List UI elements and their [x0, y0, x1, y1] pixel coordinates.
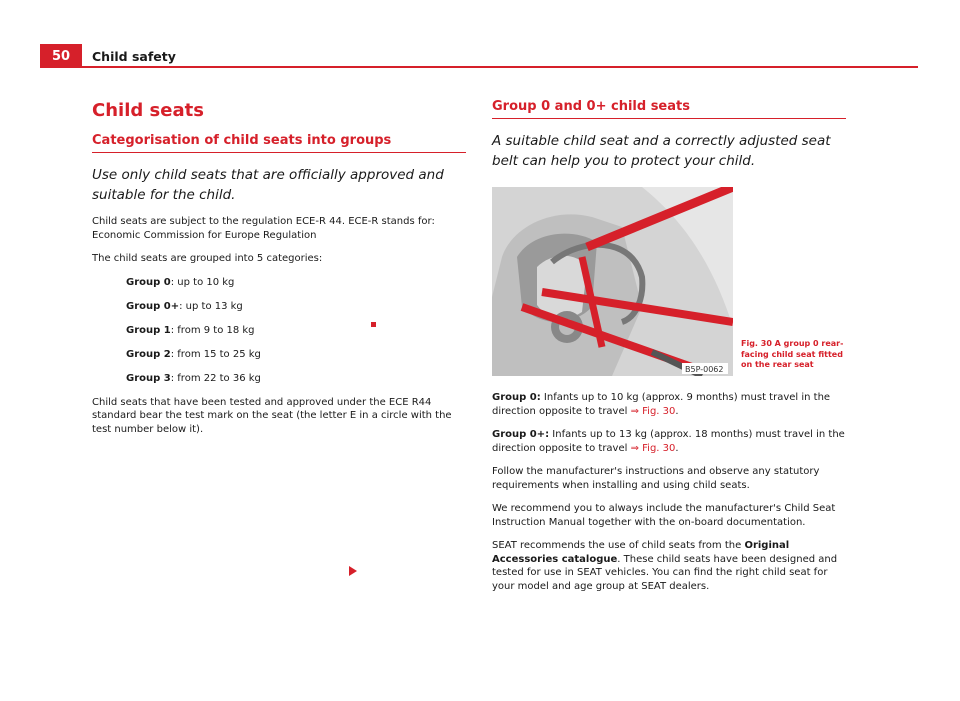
accessories-catalogue: Original Accessories catalogue	[492, 540, 790, 565]
group-label: Group 0+	[126, 300, 180, 312]
text: .	[675, 442, 679, 454]
child-seat-illustration	[492, 187, 733, 376]
section-heading: Group 0 and 0+ child seats	[492, 99, 846, 119]
label: Group 0+:	[492, 429, 550, 440]
group-text: : from 22 to 36 kg	[170, 372, 261, 384]
intro-text: A suitable child seat and a correctly adjusted seat belt can help you to protect your child.	[492, 133, 831, 169]
section-heading: Categorisation of child seats into groups	[92, 133, 466, 153]
text: Infants up to 13 kg (approx. 18 months) must travel in the direction opposite to travel	[492, 429, 845, 454]
group-text: : from 9 to 18 kg	[170, 324, 255, 336]
group-text: : up to 13 kg	[179, 300, 243, 312]
paragraph: Child seats that have been tested and approved under the ECE R44 standard bear the test mark on the seat (the letter E in a circle with the test number below it).	[92, 396, 452, 435]
paragraph-group-0plus	[492, 428, 846, 455]
paragraph	[492, 539, 846, 593]
child-seat-image	[492, 187, 733, 376]
left-column	[92, 100, 466, 446]
label: Group 0:	[492, 392, 541, 403]
group-label: Group 2	[126, 348, 171, 360]
continue-arrow-icon	[349, 566, 357, 576]
figure-code: B5P-0062	[685, 365, 724, 374]
text: SEAT recommends the use of child seats from the	[492, 540, 745, 551]
page-title: Child seats	[92, 100, 204, 121]
group-item	[92, 300, 466, 314]
intro-text: Use only child seats that are officially approved and suitable for the child.	[92, 167, 444, 203]
group-label: Group 0	[126, 276, 171, 288]
paragraph: Follow the manufacturer's instructions and observe any statutory requirements when installing and using child seats.	[492, 466, 820, 491]
figure-link[interactable]: ⇒ Fig. 30	[630, 442, 676, 454]
end-of-section-icon	[371, 322, 376, 327]
group-text: : from 15 to 25 kg	[170, 348, 261, 360]
figure-block	[492, 187, 846, 377]
group-item	[92, 276, 466, 290]
figure-link[interactable]: ⇒ Fig. 30	[630, 405, 676, 417]
paragraph: Child seats are subject to the regulation ECE-R 44. ECE-R stands for: Economic Commission for Europe Regulation	[92, 216, 435, 241]
figure-caption: Fig. 30 A group 0 rear-facing child seat fitted on the rear seat	[741, 339, 844, 369]
paragraph: We recommend you to always include the manufacturer's Child Seat Instruction Manual together with the on-board documentation.	[492, 503, 836, 528]
text: Infants up to 10 kg (approx. 9 months) must travel in the direction opposite to travel	[492, 392, 831, 417]
paragraph-group-0	[492, 391, 846, 418]
paragraph: The child seats are grouped into 5 categories:	[92, 253, 323, 264]
group-item	[92, 324, 466, 338]
group-item	[92, 372, 466, 386]
text: .	[675, 405, 679, 417]
group-text: : up to 10 kg	[170, 276, 235, 288]
text: . These child seats have been designed and tested for use in SEAT vehicles. You can find the right child seat for your model and age group at SEAT dealers.	[492, 553, 838, 592]
header-rule	[82, 66, 918, 68]
right-column	[492, 99, 846, 603]
group-label: Group 3	[126, 372, 171, 384]
section-title: Child safety	[92, 49, 176, 64]
group-item	[92, 348, 466, 362]
group-label: Group 1	[126, 324, 171, 336]
page-number: 50	[40, 44, 82, 68]
